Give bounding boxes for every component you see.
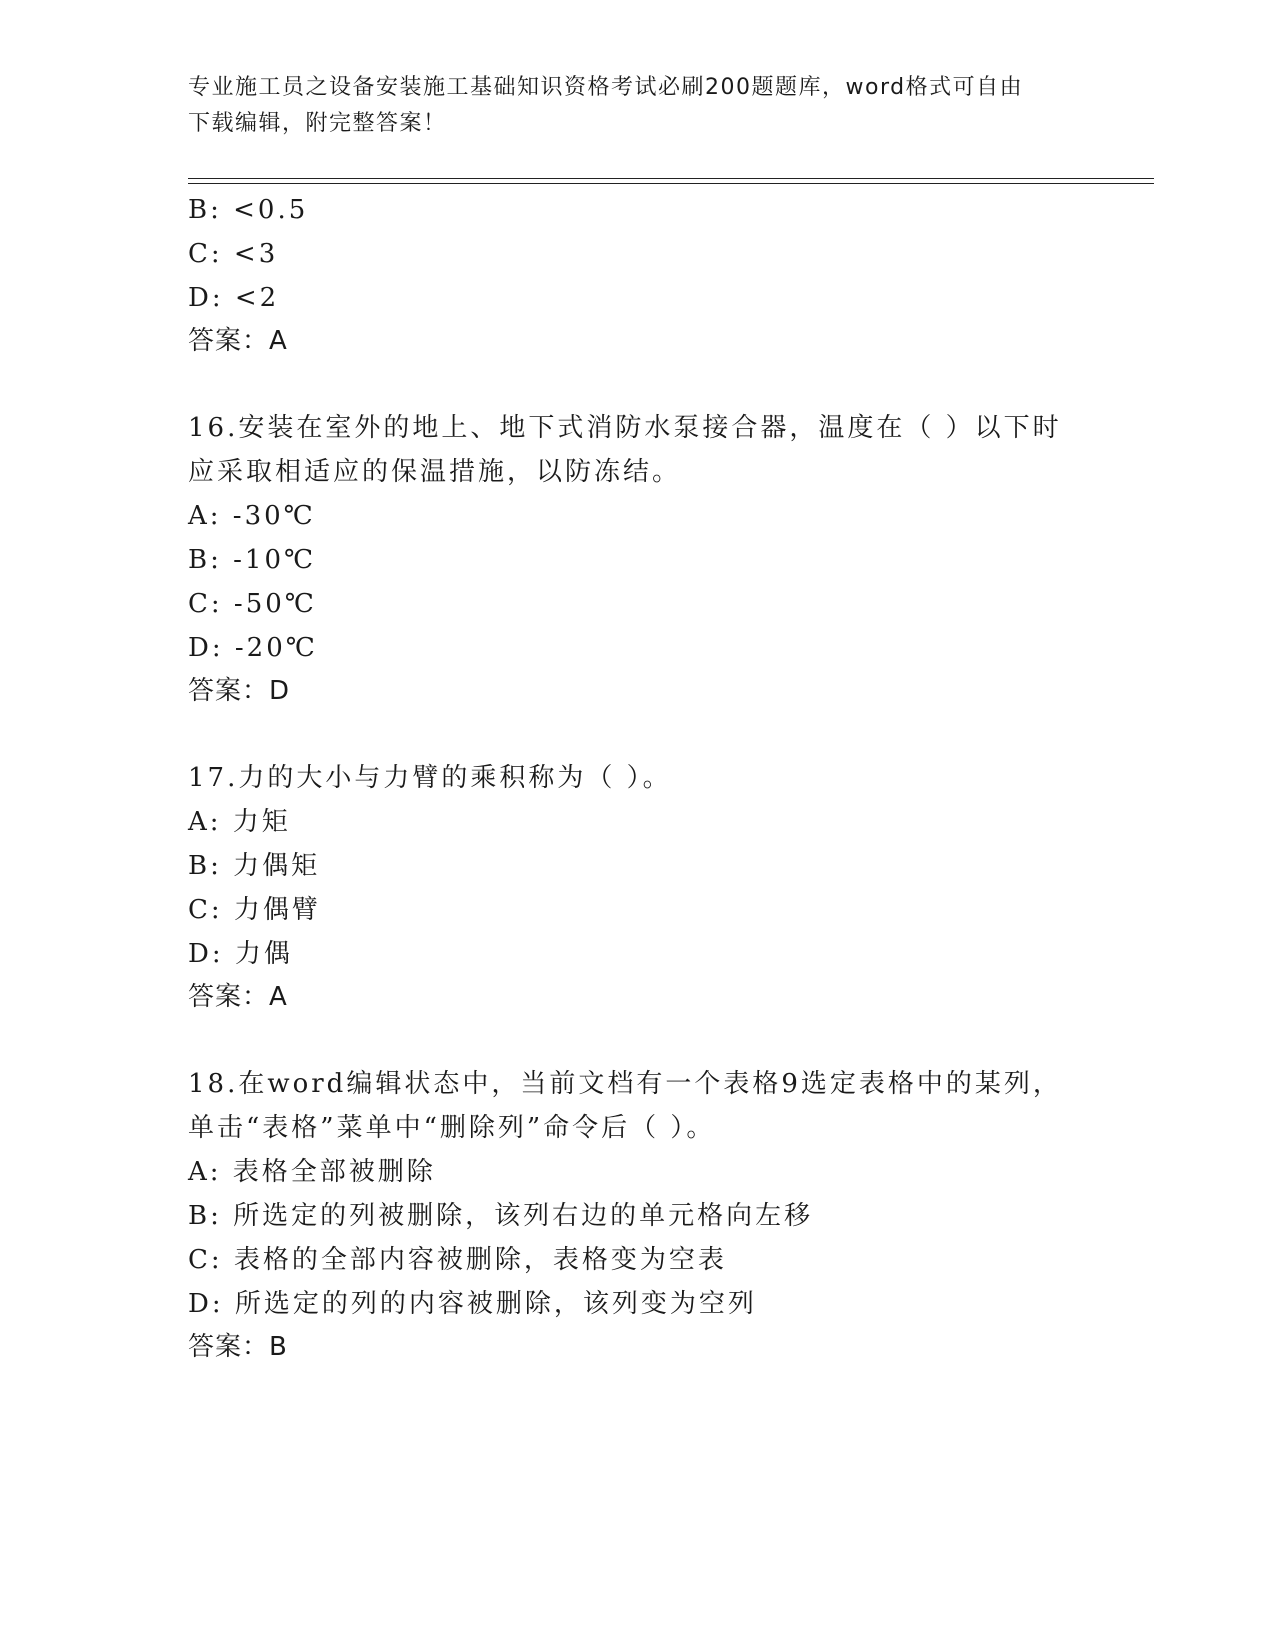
prev-option-c: C: <3 bbox=[188, 239, 279, 269]
q16-stem-line-1: 16.安装在室外的地上、地下式消防水泵接合器，温度在（ ）以下时 bbox=[188, 413, 1062, 443]
q18-option-d: D: 所选定的列的内容被删除，该列变为空列 bbox=[188, 1289, 757, 1319]
q17-stem-line-1: 17.力的大小与力臂的乘积称为（ ）。 bbox=[188, 763, 672, 793]
q16-option-a: A: -30℃ bbox=[188, 501, 316, 531]
prev-option-b: B: <0.5 bbox=[188, 195, 309, 225]
q18-option-c: C: 表格的全部内容被删除，表格变为空表 bbox=[188, 1245, 727, 1275]
q16-stem-line-2: 应采取相适应的保温措施，以防冻结。 bbox=[188, 457, 682, 487]
q18-stem-line-1: 18.在word编辑状态中，当前文档有一个表格9选定表格中的某列， bbox=[188, 1069, 1062, 1099]
header-line-2: 下载编辑，附完整答案！ bbox=[188, 111, 447, 136]
header-line-1: 专业施工员之设备安装施工基础知识资格考试必刷200题题库，word格式可自由 bbox=[188, 75, 1024, 100]
prev-answer: 答案：A bbox=[188, 326, 288, 356]
q16-option-c: C: -50℃ bbox=[188, 589, 317, 619]
q17-option-c: C: 力偶臂 bbox=[188, 895, 321, 925]
q17-option-d: D: 力偶 bbox=[188, 939, 293, 969]
q17-option-a: A: 力矩 bbox=[188, 807, 291, 837]
header-divider-bottom bbox=[188, 183, 1154, 184]
prev-option-d: D: <2 bbox=[188, 283, 280, 313]
q16-option-d: D: -20℃ bbox=[188, 633, 318, 663]
document-header bbox=[188, 70, 1068, 142]
q17-option-b: B: 力偶矩 bbox=[188, 851, 321, 881]
q16-answer: 答案：D bbox=[188, 676, 291, 706]
q18-answer: 答案：B bbox=[188, 1332, 288, 1362]
q18-option-a: A: 表格全部被删除 bbox=[188, 1157, 436, 1187]
q16-option-b: B: -10℃ bbox=[188, 545, 317, 575]
q18-stem-line-2: 单击“表格”菜单中“删除列”命令后（ ）。 bbox=[188, 1113, 716, 1143]
q18-option-b: B: 所选定的列被删除，该列右边的单元格向左移 bbox=[188, 1201, 814, 1231]
q17-answer: 答案：A bbox=[188, 982, 288, 1012]
header-divider-top bbox=[188, 178, 1154, 179]
